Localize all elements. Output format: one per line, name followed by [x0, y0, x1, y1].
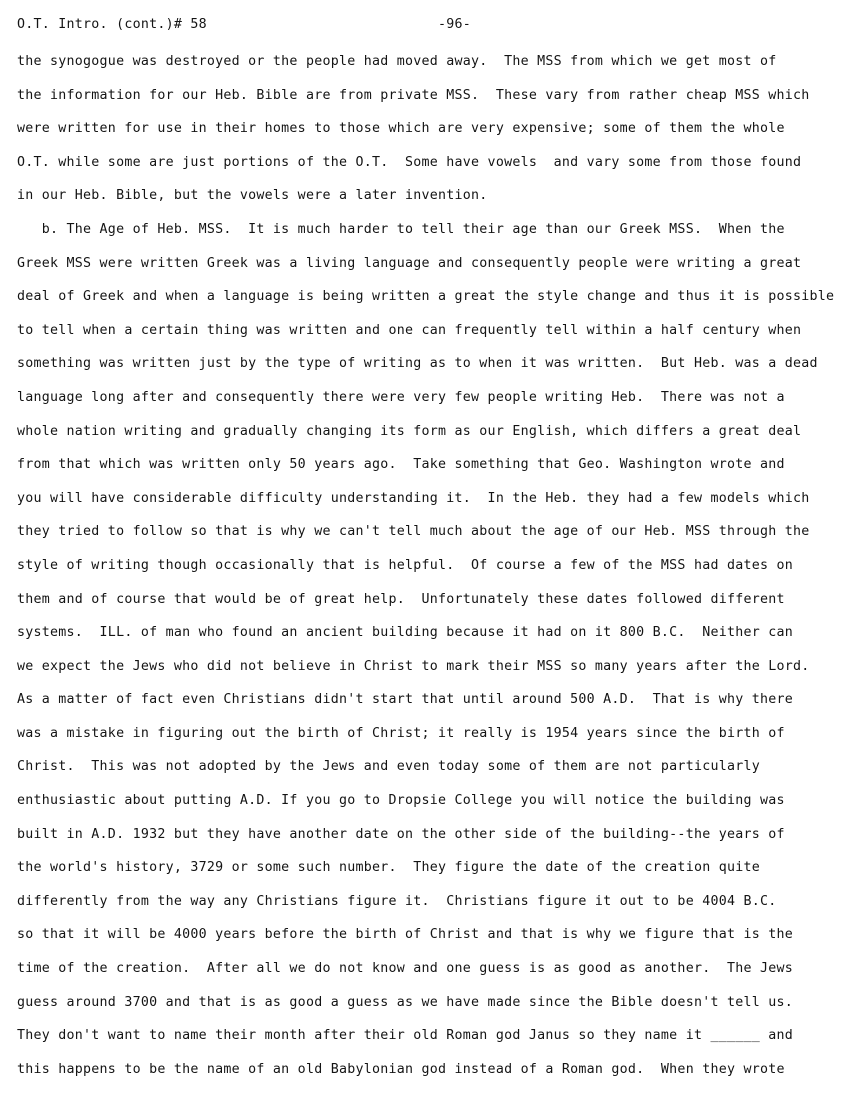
text-line: They don't want to name their month after their old Roman god Janus so they name it ______ and: [17, 1028, 794, 1044]
text-line: the information for our Heb. Bible are from private MSS. These vary from rather cheap MSS which: [17, 87, 810, 103]
text-line: them and of course that would be of great help. Unfortunately these dates followed different: [17, 591, 785, 607]
header-title: O.T. Intro. (cont.)# 58: [17, 17, 207, 32]
page-header: [17, 15, 843, 35]
text-line: b. The Age of Heb. MSS. It is much harder to tell their age than our Greek MSS. When the: [17, 221, 785, 237]
text-line: in our Heb. Bible, but the vowels were a later invention.: [17, 188, 488, 204]
text-line: to tell when a certain thing was written and one can frequently tell within a half century when: [17, 322, 802, 338]
page-number: -96-: [438, 17, 472, 32]
text-line: enthusiastic about putting A.D. If you go to Dropsie College you will notice the building was: [17, 793, 785, 809]
text-line: you will have considerable difficulty understanding it. In the Heb. they had a few models which: [17, 490, 810, 506]
text-line: were written for use in their homes to those which are very expensive; some of them the whole: [17, 121, 785, 137]
text-line: the synogogue was destroyed or the people had moved away. The MSS from which we get most of: [17, 54, 777, 69]
text-line: we expect the Jews who did not believe in Christ to mark their MSS so many years after the Lord.: [17, 658, 810, 674]
text-line: built in A.D. 1932 but they have another date on the other side of the building--the years of: [17, 826, 785, 842]
text-line: whole nation writing and gradually changing its form as our English, which differs a great deal: [17, 423, 802, 439]
text-line: deal of Greek and when a language is being written a great the style change and thus it is possible: [17, 289, 835, 305]
text-line: so that it will be 4000 years before the birth of Christ and that is why we figure that is the: [17, 927, 794, 943]
text-line: systems. ILL. of man who found an ancient building because it had on it 800 B.C. Neither can: [17, 625, 794, 641]
body-text: [17, 51, 837, 1092]
text-line: O.T. while some are just portions of the O.T. Some have vowels and vary some from those found: [17, 154, 802, 170]
text-line: time of the creation. After all we do not know and one guess is as good as another. The Jews: [17, 961, 794, 977]
text-line: guess around 3700 and that is as good a guess as we have made since the Bible doesn't tell us.: [17, 994, 794, 1010]
text-line: from that which was written only 50 years ago. Take something that Geo. Washington wrote and: [17, 457, 785, 473]
text-line: this happens to be the name of an old Babylonian god instead of a Roman god. When they wrote: [17, 1061, 785, 1077]
text-line: Greek MSS were written Greek was a living language and consequently people were writing a great: [17, 255, 802, 271]
text-line: they tried to follow so that is why we can't tell much about the age of our Heb. MSS through the: [17, 524, 810, 540]
text-line: the world's history, 3729 or some such number. They figure the date of the creation quite: [17, 860, 760, 876]
text-line: Christ. This was not adopted by the Jews and even today some of them are not particularly: [17, 759, 760, 775]
text-line: was a mistake in figuring out the birth of Christ; it really is 1954 years since the birth of: [17, 725, 785, 741]
text-line: something was written just by the type of writing as to when it was written. But Heb. was a dead: [17, 356, 818, 372]
text-line: language long after and consequently there were very few people writing Heb. There was not a: [17, 389, 785, 405]
text-line: style of writing though occasionally that is helpful. Of course a few of the MSS had dates on: [17, 557, 794, 573]
text-line: As a matter of fact even Christians didn't start that until around 500 A.D. That is why there: [17, 692, 794, 708]
text-line: differently from the way any Christians figure it. Christians figure it out to be 4004 B.C.: [17, 893, 777, 909]
